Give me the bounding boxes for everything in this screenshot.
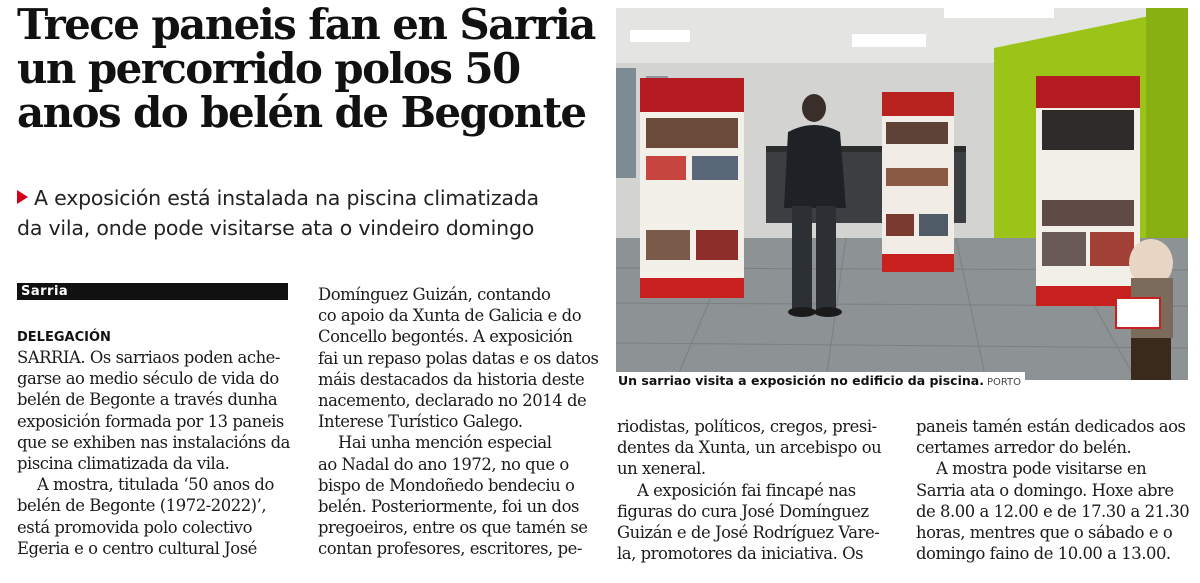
body-line: domingo faino de 10.00 a 13.00. — [916, 544, 1171, 564]
caption-text: Un sarriao visita a exposición no edificio da piscina. — [618, 373, 984, 388]
body-column-1 — [17, 347, 289, 559]
body-line: belén. Posteriormente, foi un dos — [318, 497, 579, 517]
body-line: un xeneral. — [617, 459, 706, 479]
body-line: A exposición fai fincapé nas — [637, 480, 856, 500]
red-triangle-icon — [17, 190, 28, 204]
body-column-2 — [318, 284, 599, 560]
body-column-3 — [617, 416, 889, 564]
subheadline-text: A exposición está instalada na piscina climatizada — [34, 186, 539, 210]
body-line: bispo de Mondoñedo bendeciu o — [318, 475, 575, 495]
body-column-4 — [916, 416, 1188, 564]
body-line: dentes da Xunta, un arcebispo ou — [617, 438, 882, 458]
body-line: máis destacados da historia deste — [318, 369, 585, 389]
photo-credit: PORTO — [986, 377, 1022, 388]
body-line: horas, mentres que o sábado e o — [916, 523, 1173, 543]
body-line: que se exhiben nas instalacións da — [17, 432, 290, 452]
byline: DELEGACIÓN — [17, 330, 111, 345]
body-line: SARRIA. Os sarriaos poden ache- — [17, 348, 281, 367]
body-line: de 8.00 a 12.00 e de 17.30 a 21.30 — [916, 501, 1190, 521]
body-line: co apoio da Xunta de Galicia e do — [318, 306, 582, 326]
body-line: contan profesores, escritores, pe- — [318, 539, 582, 559]
body-line: Guizán e de José Rodríguez Vare- — [617, 523, 880, 543]
body-line: garse ao medio século de vida do — [17, 369, 279, 389]
photo-caption — [616, 372, 1025, 390]
body-line: la, promotores da iniciativa. Os — [617, 544, 864, 564]
body-line: fai un repaso polas datas e os datos — [318, 348, 599, 368]
body-line: paneis tamén están dedicados aos — [916, 417, 1186, 436]
headline — [17, 0, 607, 137]
body-line: ao Nadal do ano 1972, no que o — [318, 454, 569, 474]
subheadline-line: da vila, onde pode visitarse ata o vindeiro domingo — [17, 216, 535, 240]
headline-line: un percorrido polos 50 — [17, 44, 520, 93]
body-line: Hai unha mención especial — [338, 433, 552, 453]
body-line: belén de Begonte a través dunha — [17, 390, 278, 410]
body-line: pregoeiros, entre os que tamén se — [318, 518, 588, 538]
body-line: A mostra, titulada ‘50 anos do — [37, 475, 274, 495]
body-line: A mostra pode visitarse en — [936, 459, 1147, 479]
subheadline — [17, 183, 597, 243]
body-line: certames arredor do belén. — [916, 438, 1132, 458]
subheadline-line — [17, 183, 597, 213]
exhibition-photo — [616, 8, 1188, 380]
photo-illustration — [616, 8, 1188, 380]
body-line: belén de Begonte (1972-2022)’, — [17, 496, 267, 516]
body-line: riodistas, políticos, cregos, presi- — [617, 417, 877, 436]
body-line: figuras do cura José Domínguez — [617, 501, 869, 521]
headline-line: anos do belén de Begonte — [17, 88, 586, 137]
body-line: piscina climatizada da vila. — [17, 454, 230, 474]
body-line: Sarria ata o domingo. Hoxe abre — [916, 480, 1174, 500]
body-line: exposición formada por 13 paneis — [17, 411, 284, 431]
body-line: Egeria e o centro cultural José — [17, 538, 257, 558]
body-line: Concello begontés. A exposición — [318, 327, 573, 347]
body-line: nacemento, declarado no 2014 de — [318, 391, 587, 411]
body-line: está promovida polo colectivo — [17, 517, 253, 537]
body-line: Interese Turístico Galego. — [318, 412, 523, 432]
section-label: Sarria — [17, 283, 288, 300]
headline-line: Trece paneis fan en Sarria — [17, 0, 595, 49]
body-line: Domínguez Guizán, contando — [318, 285, 551, 304]
